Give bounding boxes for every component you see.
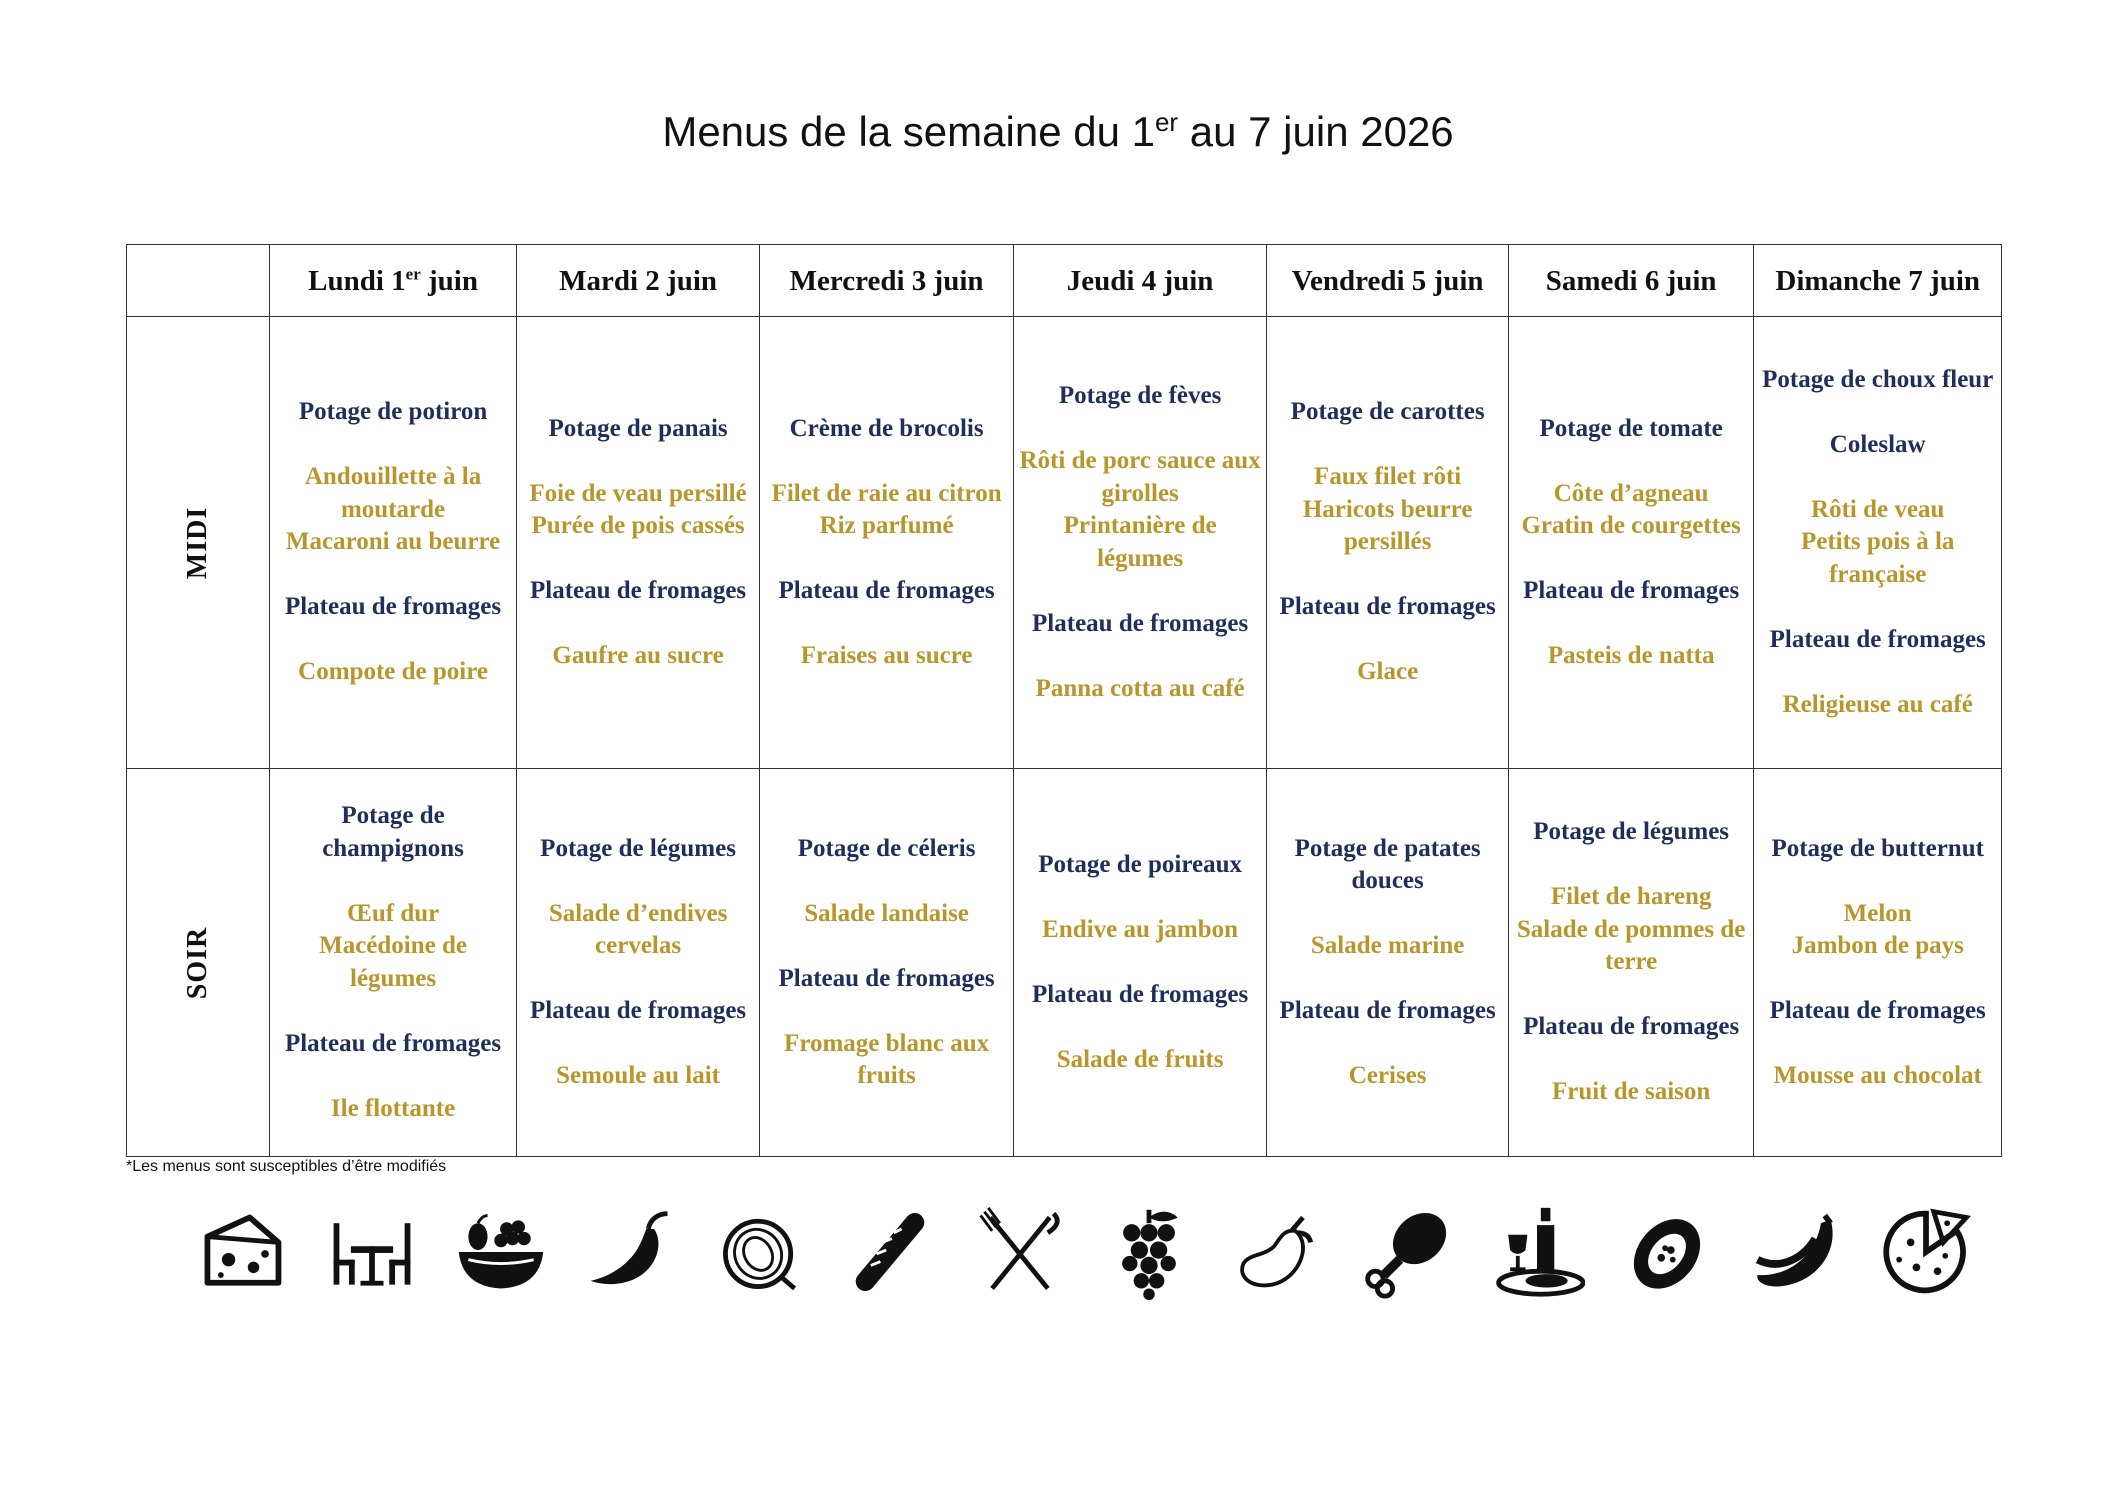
item-gap xyxy=(1758,591,1997,624)
menu-item: Côte d’agneau xyxy=(1553,479,1709,507)
menu-item: Potage de panais xyxy=(548,414,728,442)
menu-item: Printanière de légumes xyxy=(1063,512,1217,572)
item-gap xyxy=(1271,1028,1504,1061)
menu-item: Rôti de veau xyxy=(1811,495,1945,523)
baguette-icon xyxy=(842,1204,938,1300)
dining-table-icon xyxy=(324,1204,420,1300)
pizza-icon xyxy=(1878,1204,1974,1300)
menu-item: Œuf dur xyxy=(346,899,440,927)
menu-item: Fromage blanc aux fruits xyxy=(784,1029,990,1089)
menu-item: Pasteis de natta xyxy=(1547,642,1715,669)
menu-item: Gratin de courgettes xyxy=(1521,512,1741,539)
menu-item: Macédoine de légumes xyxy=(319,932,467,992)
item-gap xyxy=(274,624,512,657)
row-label-midi xyxy=(127,317,270,769)
menu-item: Plateau de fromages xyxy=(1523,577,1740,604)
icon-strip xyxy=(194,1202,1974,1302)
day-header-text: Mercredi 3 juin xyxy=(789,264,984,297)
item-gap xyxy=(1758,461,1997,494)
menu-item: Endive au jambon xyxy=(1042,915,1239,943)
menu-item: Plateau de fromages xyxy=(1523,1013,1740,1041)
item-gap xyxy=(1271,429,1504,462)
item-gap xyxy=(1513,849,1750,882)
menu-item: Filet de hareng xyxy=(1550,883,1712,911)
title-text: Menus de la semaine du 1 xyxy=(662,108,1155,155)
item-gap xyxy=(1513,979,1750,1012)
menu-item: Plateau de fromages xyxy=(284,593,502,621)
menu-item: Crème de brocolis xyxy=(789,414,984,442)
menu-item: Plateau de fromages xyxy=(1279,997,1496,1024)
menu-cell xyxy=(1267,769,1509,1157)
day-header-tuesday xyxy=(516,245,760,317)
menu-item: Rôti de porc sauce aux girolles xyxy=(1019,447,1261,507)
menu-item: Coleslaw xyxy=(1829,430,1926,458)
menu-item: Panna cotta au café xyxy=(1035,674,1245,702)
item-gap xyxy=(1018,881,1263,914)
menu-item: Riz parfumé xyxy=(819,512,954,539)
wine-meal-icon xyxy=(1489,1204,1585,1300)
menu-item: Potage de légumes xyxy=(540,834,736,862)
item-gap xyxy=(1758,396,1997,429)
row-label-soir xyxy=(127,769,270,1157)
item-gap xyxy=(1513,543,1750,576)
menu-item: Melon xyxy=(1843,899,1912,927)
menu-item: Potage de champignons xyxy=(322,802,464,862)
menu-table xyxy=(126,244,2002,1157)
item-gap xyxy=(521,1028,756,1061)
item-gap xyxy=(1271,559,1504,592)
midi-row xyxy=(127,317,2002,769)
menu-cell xyxy=(270,769,517,1157)
row-label-text: SOIR xyxy=(182,926,214,999)
item-gap xyxy=(1271,963,1504,996)
menu-cell xyxy=(516,769,760,1157)
header-row xyxy=(127,245,2002,317)
day-header-text: Lundi 1 xyxy=(308,264,406,297)
day-header-friday xyxy=(1267,245,1509,317)
item-gap xyxy=(1513,608,1750,641)
menu-item: Faux filet rôti xyxy=(1314,463,1462,491)
item-gap xyxy=(1513,1044,1750,1077)
menu-item: Potage de patates douces xyxy=(1294,834,1481,894)
title-superscript: er xyxy=(1154,107,1179,137)
menu-item: Potage de fèves xyxy=(1058,382,1222,409)
menu-item: Salade de fruits xyxy=(1056,1045,1224,1073)
item-gap xyxy=(1271,898,1504,931)
menu-cell xyxy=(760,769,1014,1157)
item-gap xyxy=(1758,865,1997,898)
menu-item: Plateau de fromages xyxy=(529,997,747,1024)
menu-item: Fruit de saison xyxy=(1551,1078,1711,1106)
item-gap xyxy=(521,445,756,478)
day-header-text: Mardi 2 juin xyxy=(559,264,718,297)
fork-knife-icon xyxy=(971,1204,1067,1300)
item-gap xyxy=(521,543,756,576)
cheese-icon xyxy=(194,1204,290,1300)
menu-cell xyxy=(760,317,1014,769)
menu-item: Potage de légumes xyxy=(1533,818,1730,846)
menu-item: Petits pois à la française xyxy=(1800,528,1955,588)
item-gap xyxy=(274,865,512,898)
item-gap xyxy=(1758,963,1997,996)
menu-item: Compote de poire xyxy=(298,658,488,686)
menu-cell xyxy=(516,317,760,769)
menu-item: Jambon de pays xyxy=(1791,932,1964,959)
title-text-end: au 7 juin 2026 xyxy=(1178,108,1454,155)
item-gap xyxy=(1018,1011,1263,1044)
day-header-text: Samedi 6 juin xyxy=(1545,264,1717,297)
item-gap xyxy=(1018,413,1263,446)
corner-cell xyxy=(127,245,270,317)
menu-cell xyxy=(1013,317,1267,769)
menu-item: Potage de tomate xyxy=(1539,414,1723,442)
menu-item: Plateau de fromages xyxy=(529,577,747,604)
day-header-text: Dimanche 7 juin xyxy=(1775,264,1981,297)
item-gap xyxy=(1758,1028,1997,1061)
item-gap xyxy=(521,865,756,898)
menu-item: Plateau de fromages xyxy=(778,964,995,992)
menu-item: Potage de butternut xyxy=(1771,834,1984,862)
item-gap xyxy=(521,963,756,996)
menu-item: Cerises xyxy=(1348,1062,1427,1089)
menu-cell xyxy=(1267,317,1509,769)
page-title xyxy=(0,108,2116,156)
day-header-wednesday xyxy=(760,245,1014,317)
day-header-saturday xyxy=(1508,245,1754,317)
menu-item: Potage de céleris xyxy=(797,834,976,862)
item-gap xyxy=(1271,624,1504,657)
day-header-sup: er xyxy=(405,263,421,283)
grapes-icon xyxy=(1101,1204,1197,1300)
menu-item: Potage de choux fleur xyxy=(1762,365,1994,393)
menu-item: Potage de potiron xyxy=(298,398,488,426)
day-header-text: Vendredi 5 juin xyxy=(1291,264,1484,297)
day-header-monday xyxy=(270,245,517,317)
menu-item: Potage de carottes xyxy=(1290,398,1485,426)
fruit-bowl-icon xyxy=(453,1204,549,1300)
menu-cell xyxy=(1754,317,2002,769)
item-gap xyxy=(764,543,1009,576)
menu-item: Plateau de fromages xyxy=(284,1029,502,1057)
menu-item: Filet de raie au citron xyxy=(771,479,1002,507)
item-gap xyxy=(274,559,512,592)
menu-item: Semoule au lait xyxy=(556,1062,721,1089)
item-gap xyxy=(764,865,1009,898)
footnote: *Les menus sont susceptibles d’être modifiés xyxy=(126,1158,447,1175)
menu-cell xyxy=(1754,769,2002,1157)
chili-pepper-icon xyxy=(583,1204,679,1300)
menu-item: Foie de veau persillé xyxy=(529,479,747,507)
item-gap xyxy=(274,1060,512,1093)
menu-item: Plateau de fromages xyxy=(1279,593,1496,621)
day-header-rest: juin xyxy=(420,264,478,297)
menu-item: Macaroni au beurre xyxy=(285,528,501,556)
item-gap xyxy=(764,445,1009,478)
item-gap xyxy=(764,995,1009,1028)
eggplant-icon xyxy=(1230,1204,1326,1300)
item-gap xyxy=(764,608,1009,641)
menu-cell xyxy=(270,317,517,769)
menu-item: Ile flottante xyxy=(330,1094,456,1122)
soir-row xyxy=(127,769,2002,1157)
menu-item: Plateau de fromages xyxy=(1769,997,1986,1024)
item-gap xyxy=(274,429,512,462)
menu-item: Salade de pommes de terre xyxy=(1516,915,1746,976)
menu-item: Potage de poireaux xyxy=(1038,850,1242,878)
menu-item: Plateau de fromages xyxy=(1032,980,1249,1008)
menu-item: Andouillette à la moutarde xyxy=(304,463,482,523)
day-header-text: Jeudi 4 juin xyxy=(1066,264,1214,297)
menu-cell xyxy=(1508,769,1754,1157)
menu-item: Purée de pois cassés xyxy=(531,512,745,539)
item-gap xyxy=(521,608,756,641)
menu-cell xyxy=(1508,317,1754,769)
item-gap xyxy=(1513,445,1750,478)
row-label-text: MIDI xyxy=(182,506,214,579)
menu-item: Religieuse au café xyxy=(1782,690,1973,718)
menu-item: Glace xyxy=(1357,658,1419,686)
item-gap xyxy=(1018,575,1263,608)
papaya-icon xyxy=(1619,1204,1715,1300)
menu-item: Plateau de fromages xyxy=(778,577,995,604)
item-gap xyxy=(1018,946,1263,979)
menu-item: Haricots beurre persillés xyxy=(1302,495,1473,556)
item-gap xyxy=(274,995,512,1028)
day-header-thursday xyxy=(1013,245,1267,317)
menu-item: Mousse au chocolat xyxy=(1773,1062,1982,1089)
item-gap xyxy=(1018,640,1263,673)
menu-item: Salade landaise xyxy=(804,899,969,927)
menu-cell xyxy=(1013,769,1267,1157)
menu-item: Salade marine xyxy=(1310,932,1465,959)
chicken-leg-icon xyxy=(1360,1204,1456,1300)
menu-item: Plateau de fromages xyxy=(1032,609,1249,637)
menu-item: Fraises au sucre xyxy=(800,642,973,669)
menu-item: Gaufre au sucre xyxy=(552,642,724,669)
item-gap xyxy=(764,930,1009,963)
item-gap xyxy=(1758,656,1997,689)
menu-item: Salade d’endives cervelas xyxy=(548,899,728,959)
menu-item: Plateau de fromages xyxy=(1769,625,1986,653)
onion-icon xyxy=(712,1204,808,1300)
day-header-sunday xyxy=(1754,245,2002,317)
banana-icon xyxy=(1748,1204,1844,1300)
